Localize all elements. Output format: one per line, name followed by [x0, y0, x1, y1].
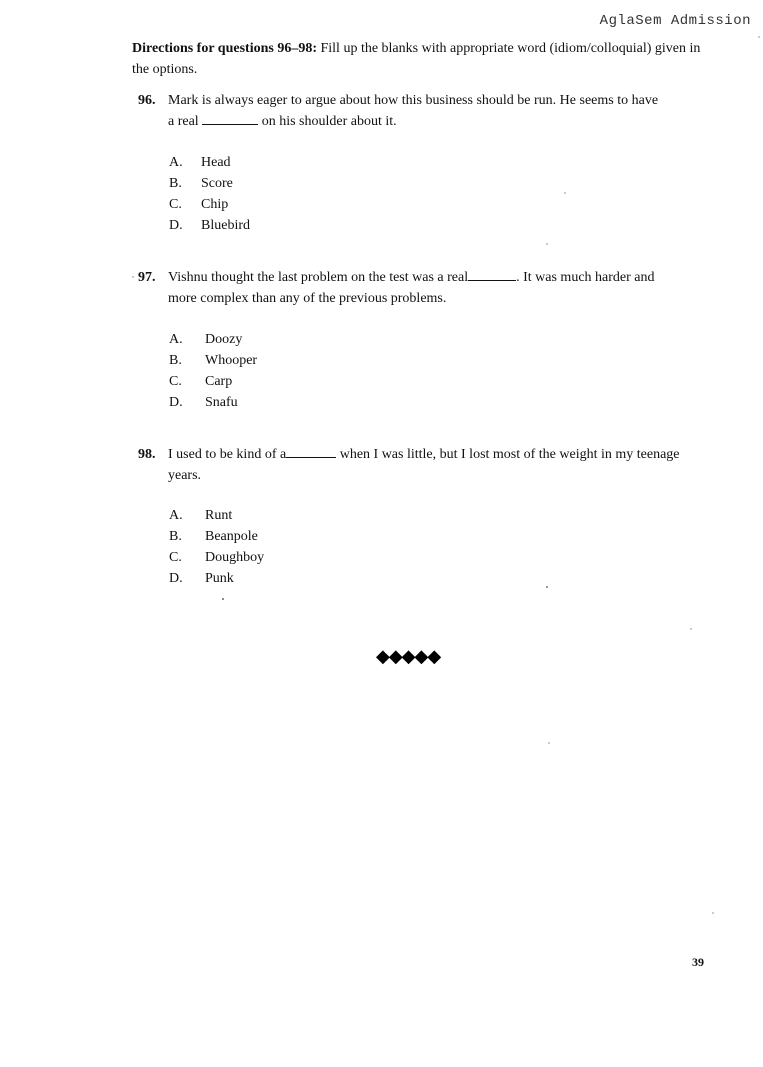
scan-speck [548, 742, 550, 744]
option-letter: D. [169, 571, 183, 586]
option-letter: C. [169, 550, 182, 565]
scan-speck [546, 586, 548, 588]
question-text: Mark is always eager to argue about how this business should be run. He seems to have [168, 93, 659, 108]
option-text: Whooper [205, 353, 258, 368]
option [169, 173, 250, 194]
options-98 [169, 505, 264, 589]
question-text: on his shoulder about it. [258, 114, 397, 129]
question-text: a real [168, 114, 203, 129]
scan-speck [712, 912, 714, 914]
scan-speck [564, 192, 566, 194]
option-text: Score [201, 176, 233, 191]
answer-blank [202, 112, 258, 125]
question-97 [138, 267, 708, 309]
question-text: years. [168, 468, 202, 483]
option [169, 568, 264, 589]
question-number: 97. [138, 270, 156, 285]
option-text: Punk [205, 571, 234, 586]
option [169, 371, 257, 392]
option-text: Runt [205, 508, 233, 523]
scan-speck [132, 276, 134, 278]
question-text: Vishnu thought the last problem on the test was a real [168, 270, 469, 285]
option [169, 547, 264, 568]
option-letter: A. [169, 155, 183, 170]
option-letter: D. [169, 395, 183, 410]
question-text: I used to be kind of a [168, 447, 287, 462]
option-text: Beanpole [205, 529, 258, 544]
answer-blank [468, 268, 516, 281]
directions-label: Directions for questions 96–98: [132, 41, 317, 56]
option [169, 194, 250, 215]
option-text: Bluebird [201, 218, 250, 233]
option-letter: B. [169, 529, 182, 544]
scan-speck [222, 598, 224, 600]
option-text: Doughboy [205, 550, 265, 565]
directions-text: Fill up the blanks with appropriate word (idiom/colloquial) given in the options. [132, 41, 701, 77]
question-number: 96. [138, 93, 156, 108]
options-97 [169, 329, 257, 413]
page-number: 39 [692, 955, 704, 969]
question-text: more complex than any of the previous problems. [168, 291, 447, 306]
option-text: Snafu [205, 395, 238, 410]
watermark: AglaSem Admission [599, 13, 751, 29]
question-text: . It was much harder and [516, 270, 655, 285]
option-letter: D. [169, 218, 183, 233]
option [169, 215, 250, 236]
option-text: Doozy [205, 332, 243, 347]
option-text: Head [201, 155, 231, 170]
directions [132, 38, 712, 80]
option-text: Chip [201, 197, 229, 212]
option [169, 505, 264, 526]
question-96 [138, 90, 708, 132]
option-letter: A. [169, 332, 183, 347]
option-letter: B. [169, 353, 182, 368]
option [169, 152, 250, 173]
options-96 [169, 152, 250, 236]
option-letter: A. [169, 508, 183, 523]
answer-blank [286, 445, 336, 458]
option [169, 526, 264, 547]
option-letter: B. [169, 176, 182, 191]
question-98 [138, 444, 708, 486]
scan-speck [758, 36, 760, 38]
diamond-ornament: ◆◆◆◆◆ [376, 646, 441, 666]
option [169, 392, 257, 413]
scan-speck [546, 243, 548, 245]
option [169, 329, 257, 350]
option-text: Carp [205, 374, 233, 389]
question-text: when I was little, but I lost most of the weight in my teenage [336, 447, 680, 462]
option-letter: C. [169, 374, 182, 389]
option [169, 350, 257, 371]
question-number: 98. [138, 447, 156, 462]
option-letter: C. [169, 197, 182, 212]
scan-speck [690, 628, 692, 630]
